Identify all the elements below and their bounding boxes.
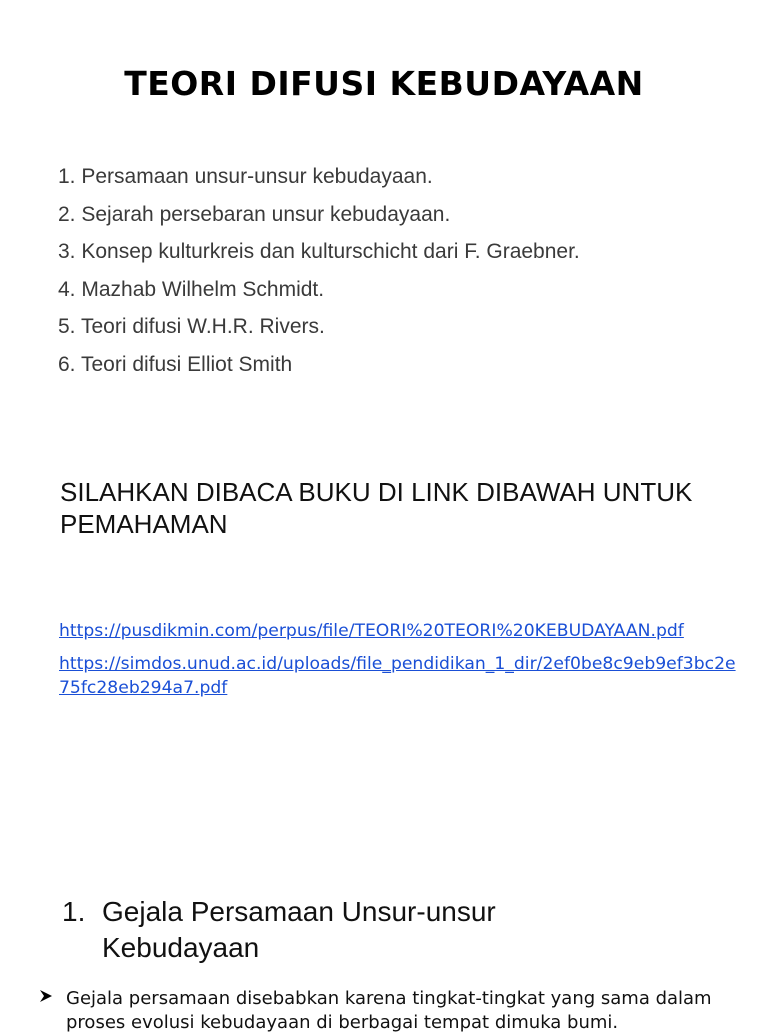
reading-instruction: SILAHKAN DIBACA BUKU DI LINK DIBAWAH UNTUK PEMAHAMAN — [60, 477, 693, 539]
list-item: 2. Sejarah persebaran unsur kebudayaan. — [58, 202, 451, 226]
arrow-bullet-icon — [38, 987, 58, 1011]
reference-links — [59, 619, 739, 709]
bullet-text: Gejala persamaan disebabkan karena tingkat-tingkat yang sama dalam proses evolusi kebudayaan di berbagai tempat dimuka bumi. — [66, 988, 712, 1033]
page-title: TEORI DIFUSI KEBUDAYAAN — [124, 64, 644, 103]
list-item: 5. Teori difusi W.H.R. Rivers. — [58, 315, 325, 339]
book-link-2[interactable]: https://simdos.unud.ac.id/uploads/file_pendidikan_1_dir/2ef0be8c9eb9ef3bc2e75fc28eb294a7.pdf — [59, 653, 736, 698]
bullet-point — [38, 987, 738, 1035]
section-title-line2: Kebudayaan — [102, 932, 260, 963]
section-heading — [62, 894, 702, 966]
section-title-line1: Gejala Persamaan Unsur-unsur — [102, 896, 496, 927]
list-item: 6. Teori difusi Elliot Smith — [58, 352, 293, 376]
book-link-1[interactable]: https://pusdikmin.com/perpus/file/TEORI%20TEORI%20KEBUDAYAAN.pdf — [59, 621, 684, 641]
list-item: 3. Konsep kulturkreis dan kulturschicht dari F. Graebner. — [58, 240, 580, 264]
list-item: 1. Persamaan unsur-unsur kebudayaan. — [58, 165, 433, 188]
section-number: 1. — [62, 896, 86, 927]
topic-list — [58, 158, 580, 384]
list-item: 4. Mazhab Wilhelm Schmidt. — [58, 277, 325, 301]
